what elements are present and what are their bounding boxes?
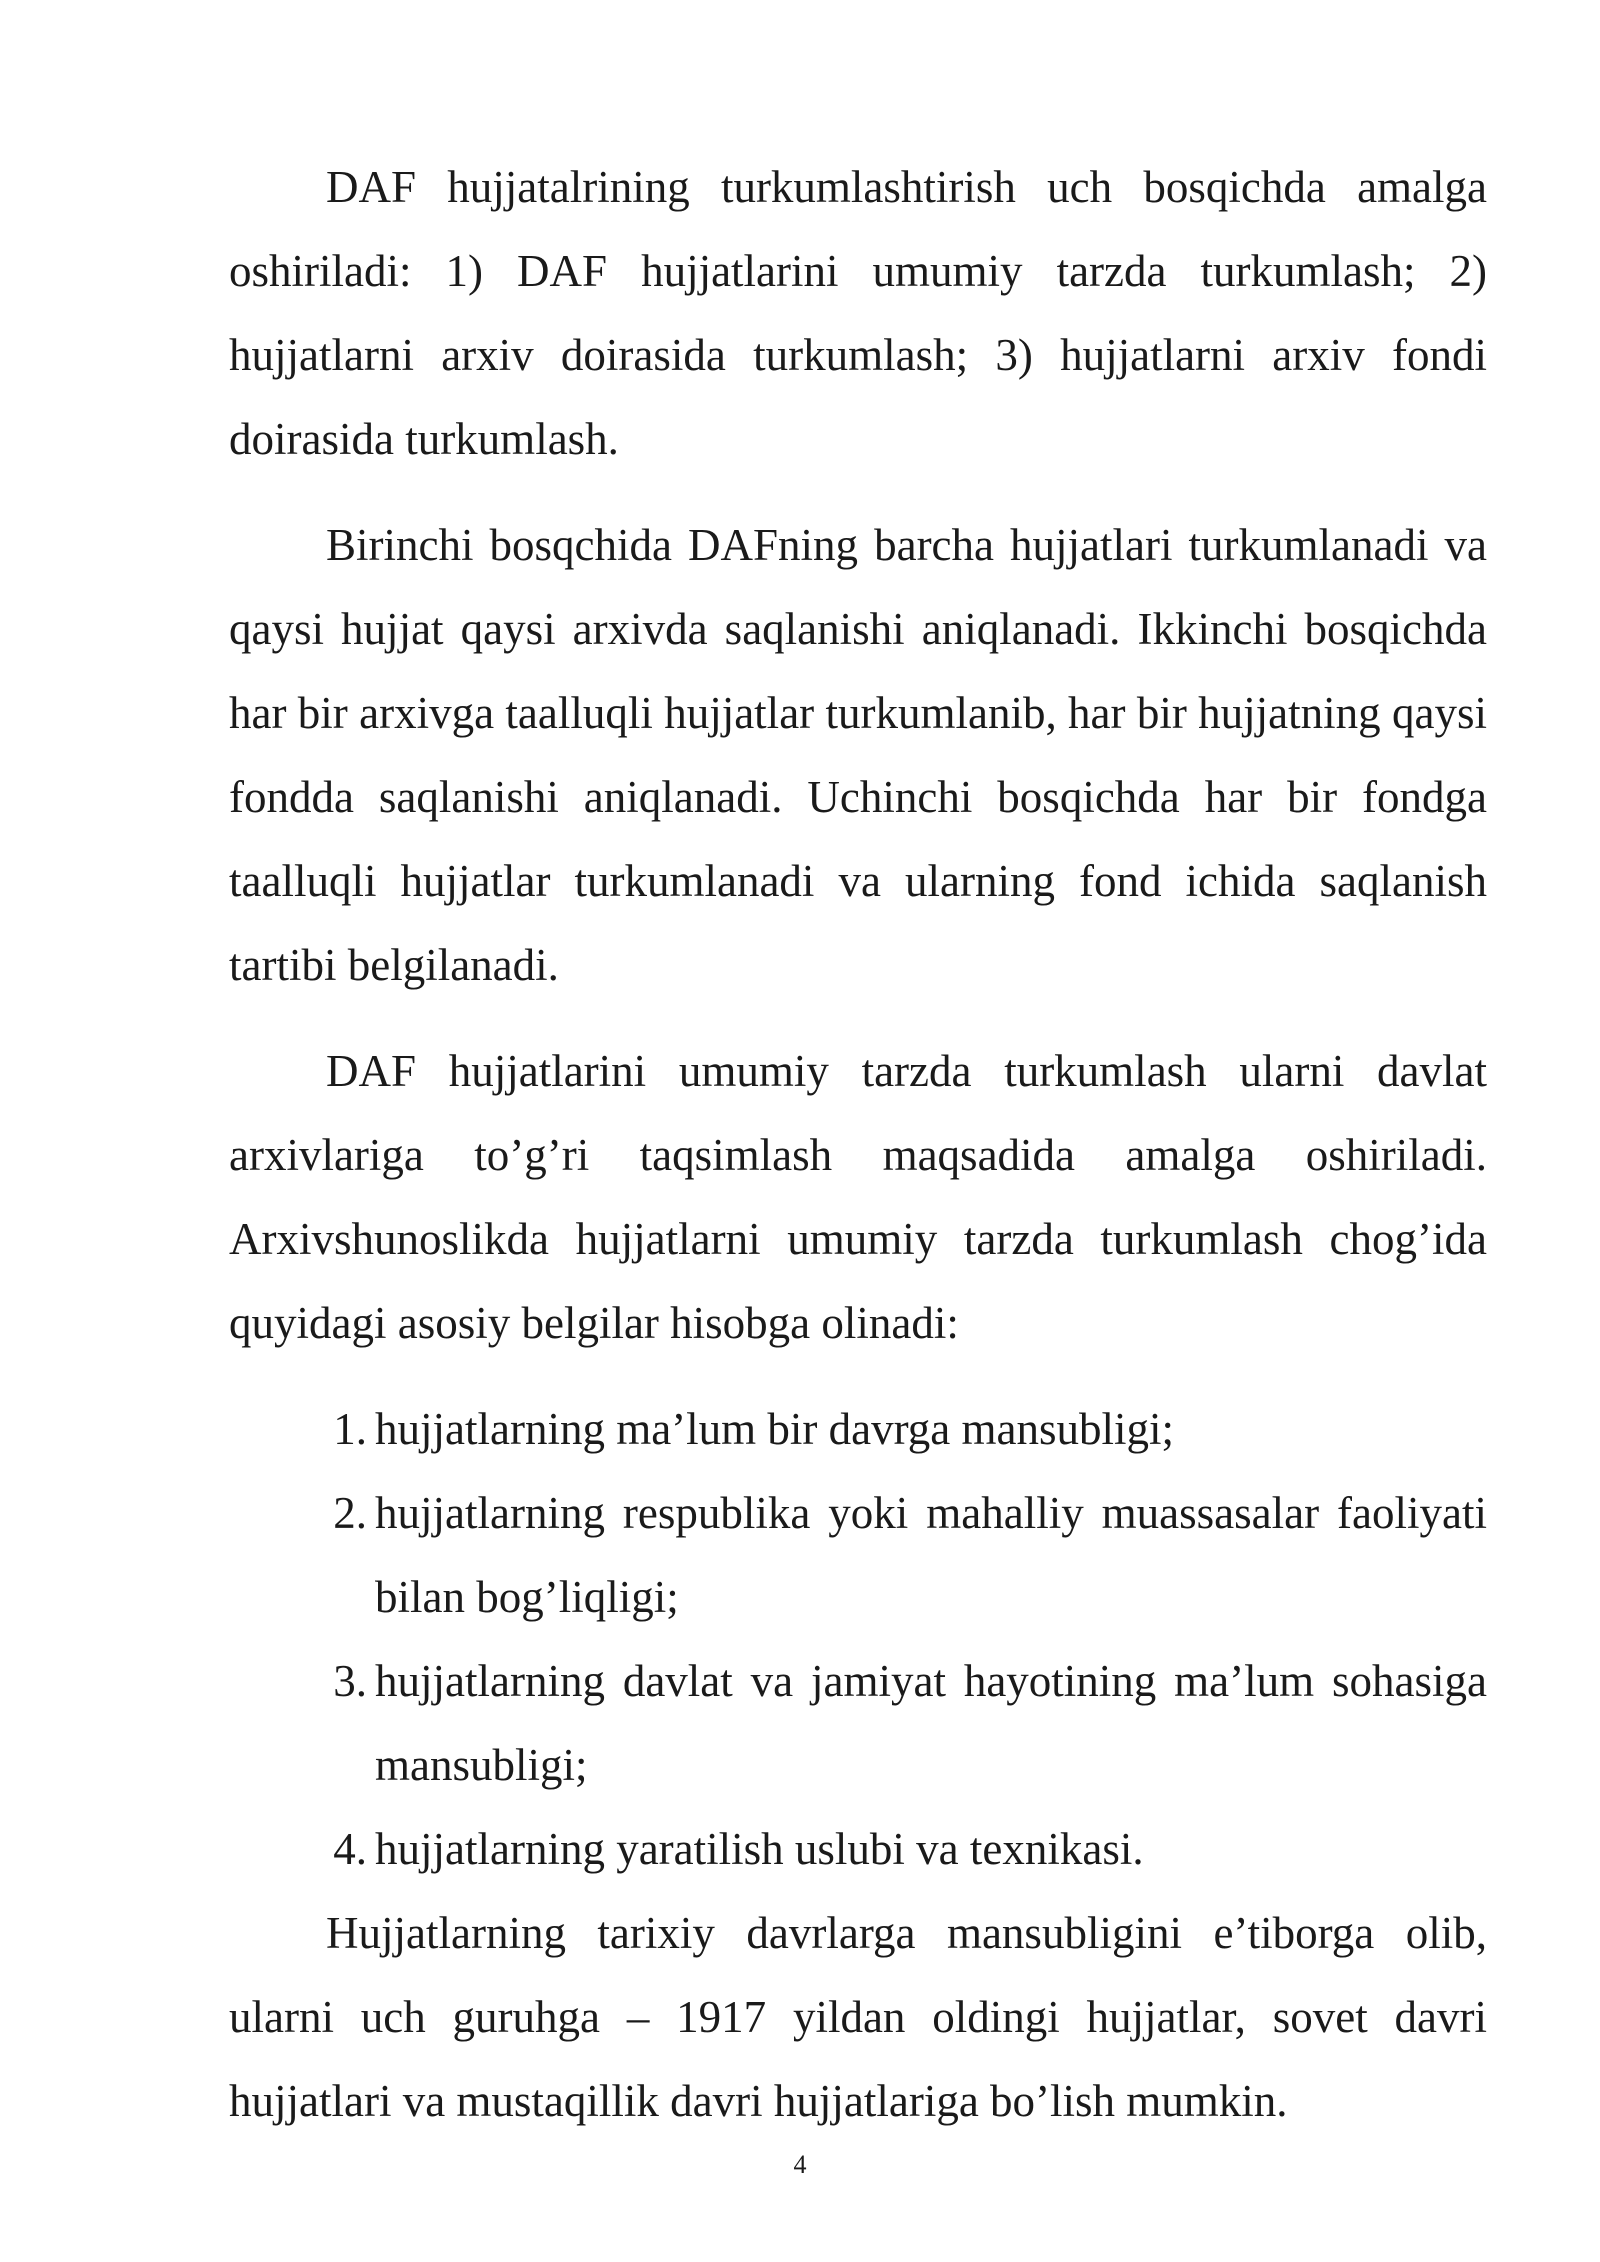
- criteria-list: [229, 1387, 1487, 1891]
- list-item-text: hujjatlarning ma’lum bir davrga mansubligi;: [375, 1404, 1175, 1454]
- list-item-number: 4.: [333, 1824, 367, 1874]
- list-item: [229, 1471, 1487, 1639]
- paragraph-general-classification: DAF hujjatlarini umumiy tarzda turkumlash ularni davlat arxivlariga to’g’ri taqsimlash maqsadida amalga oshiriladi. Arxivshunoslikda hujjatlarni umumiy tarzda turkumlash chog’ida quyidagi asosiy belgilar hisobga olinadi:: [229, 1046, 1487, 1348]
- list-item-text: hujjatlarning respublika yoki mahalliy muassasalar faoliyati bilan bog’liqligi;: [375, 1488, 1487, 1622]
- list-item: [229, 1639, 1487, 1807]
- page-body: [229, 145, 1487, 2143]
- list-item: [229, 1807, 1487, 1891]
- list-item-text: hujjatlarning davlat va jamiyat hayotining ma’lum sohasiga mansubligi;: [375, 1656, 1487, 1790]
- paragraph-historical-periods: Hujjatlarning tarixiy davrlarga mansubligini e’tiborga olib, ularni uch guruhga – 1917 yildan oldingi hujjatlar, sovet davri hujjatlari va mustaqillik davri hujjatlariga bo’lish mumkin.: [229, 1908, 1487, 2126]
- list-item-text: hujjatlarning yaratilish uslubi va texnikasi.: [375, 1824, 1144, 1874]
- list-item: [229, 1387, 1487, 1471]
- page-number: 4: [793, 2150, 807, 2179]
- paragraph-classification-stages: DAF hujjatalrining turkumlashtirish uch bosqichda amalga oshiriladi: 1) DAF hujjatlarini umumiy tarzda turkumlash; 2) hujjatlarni arxiv doirasida turkumlash; 3) hujjatlarni arxiv fondi doirasida turkumlash.: [229, 162, 1487, 464]
- list-item-number: 2.: [333, 1488, 367, 1538]
- list-item-number: 1.: [333, 1404, 367, 1454]
- list-item-number: 3.: [333, 1656, 367, 1706]
- paragraph-stage-details: Birinchi bosqchida DAFning barcha hujjatlari turkumlanadi va qaysi hujjat qaysi arxivda saqlanishi aniqlanadi. Ikkinchi bosqichda har bir arxivga taalluqli hujjatlar turkumlanib, har bir hujjatning qaysi fondda saqlanishi aniqlanadi. Uchinchi bosqichda har bir fondga taalluqli hujjatlar turkumlanadi va ularning fond ichida saqlanish tartibi belgilanadi.: [229, 520, 1487, 990]
